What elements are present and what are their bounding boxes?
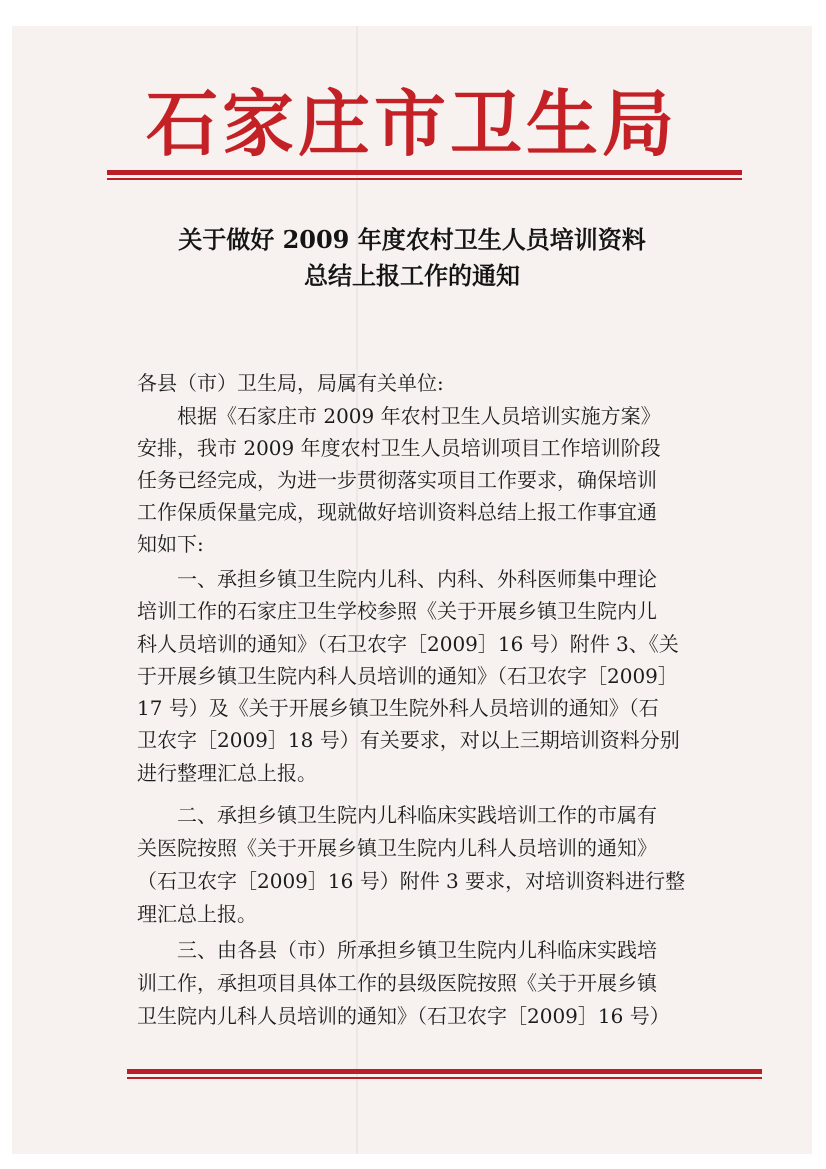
body-line: 进行整理汇总上报。 bbox=[137, 761, 317, 785]
body-line: 知如下: bbox=[137, 532, 204, 556]
body-line: 安排，我市 2009 年度农村卫生人员培训项目工作培训阶段 bbox=[137, 436, 661, 460]
body-line: 一、承担乡镇卫生院内儿科、内科、外科医师集中理论 bbox=[137, 567, 657, 591]
body-line: 任务已经完成，为进一步贯彻落实项目工作要求，确保培训 bbox=[137, 468, 657, 492]
body-line: 科人员培训的通知》（石卫农字［2009］16 号）附件 3、《关 bbox=[137, 632, 679, 656]
red-rule-thick-line bbox=[127, 1069, 762, 1074]
body-line: 于开展乡镇卫生院内科人员培训的通知》（石卫农字［2009］ bbox=[137, 664, 678, 688]
body-line: 二、承担乡镇卫生院内儿科临床实践培训工作的市属有 bbox=[137, 803, 657, 827]
red-rule-thin-line bbox=[127, 1077, 762, 1079]
red-rule-thin-line bbox=[107, 178, 742, 180]
body-line: 三、由各县（市）所承担乡镇卫生院内儿科临床实践培 bbox=[137, 938, 657, 962]
body-line: 根据《石家庄市 2009 年农村卫生人员培训实施方案》 bbox=[137, 404, 661, 428]
body-line: （石卫农字［2009］16 号）附件 3 要求，对培训资料进行整 bbox=[137, 869, 686, 893]
body-line: 理汇总上报。 bbox=[137, 902, 257, 926]
document-page bbox=[12, 26, 812, 1154]
body-line: 工作保质保量完成，现就做好培训资料总结上报工作事宜通 bbox=[137, 500, 657, 524]
red-rule-thick-line bbox=[107, 170, 742, 175]
letterhead-org-name: 石家庄市卫生局 bbox=[145, 81, 678, 166]
body-line: 17 号）及《关于开展乡镇卫生院外科人员培训的通知》（石 bbox=[137, 696, 659, 720]
body-line: 卫农字［2009］18 号）有关要求，对以上三期培训资料分别 bbox=[137, 728, 680, 752]
document-title-line: 总结上报工作的通知 bbox=[304, 261, 520, 290]
document-title-line: 关于做好 2009 年度农村卫生人员培训资料 bbox=[178, 225, 646, 254]
addressee-line: 各县（市）卫生局，局属有关单位: bbox=[137, 371, 444, 395]
body-line: 关医院按照《关于开展乡镇卫生院内儿科人员培训的通知》 bbox=[137, 836, 657, 860]
body-line: 培训工作的石家庄卫生学校参照《关于开展乡镇卫生院内儿 bbox=[137, 599, 657, 623]
body-line: 训工作，承担项目具体工作的县级医院按照《关于开展乡镇 bbox=[137, 971, 657, 995]
body-line: 卫生院内儿科人员培训的通知》（石卫农字［2009］16 号） bbox=[137, 1004, 670, 1028]
